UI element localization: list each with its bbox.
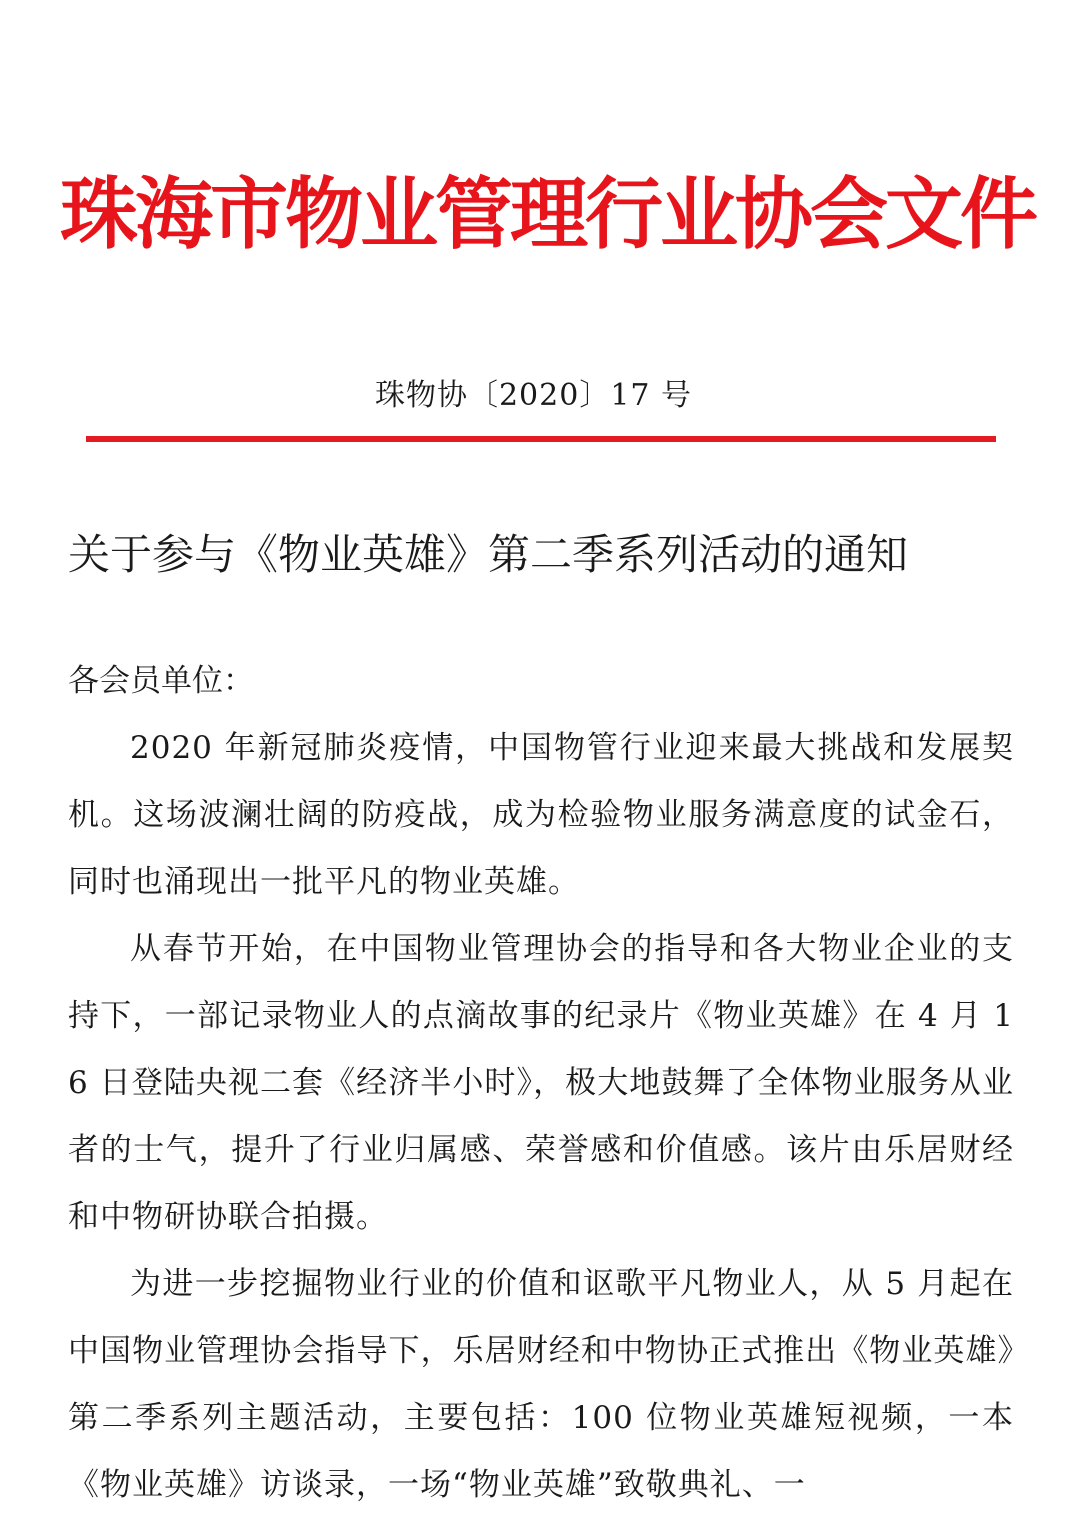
salutation: 各会员单位：	[68, 663, 254, 699]
notice-body	[68, 648, 1014, 1519]
body-paragraph: 2020 年新冠肺炎疫情，中国物管行业迎来最大挑战和发展契机。这场波澜壮阔的防疫战，成为检验物业服务满意度的试金石，同时也涌现出一批平凡的物业英雄。	[68, 730, 1014, 900]
document-number: 珠物协〔2020〕17 号	[374, 378, 693, 413]
red-divider-rule	[86, 436, 996, 442]
issuer-header: 珠海市物业管理行业协会文件	[60, 170, 1036, 260]
body-paragraph: 从春节开始，在中国物业管理协会的指导和各大物业企业的支持下，一部记录物业人的点滴故事的纪录片《物业英雄》在 4 月 16 日登陆央视二套《经济半小时》，极大地鼓舞了全体物业服务从业者的士气，提升了行业归属感、荣誉感和价值感。该片由乐居财经和中物研协联合拍摄。	[68, 931, 1014, 1235]
notice-title: 关于参与《物业英雄》第二季系列活动的通知	[68, 530, 909, 579]
body-paragraph: 为进一步挖掘物业行业的价值和讴歌平凡物业人，从 5 月起在中国物业管理协会指导下，乐居财经和中物协正式推出《物业英雄》第二季系列主题活动，主要包括：100 位物业英雄短视频，一本《物业英雄》访谈录，一场“物业英雄”致敬典礼、一	[68, 1266, 1014, 1503]
